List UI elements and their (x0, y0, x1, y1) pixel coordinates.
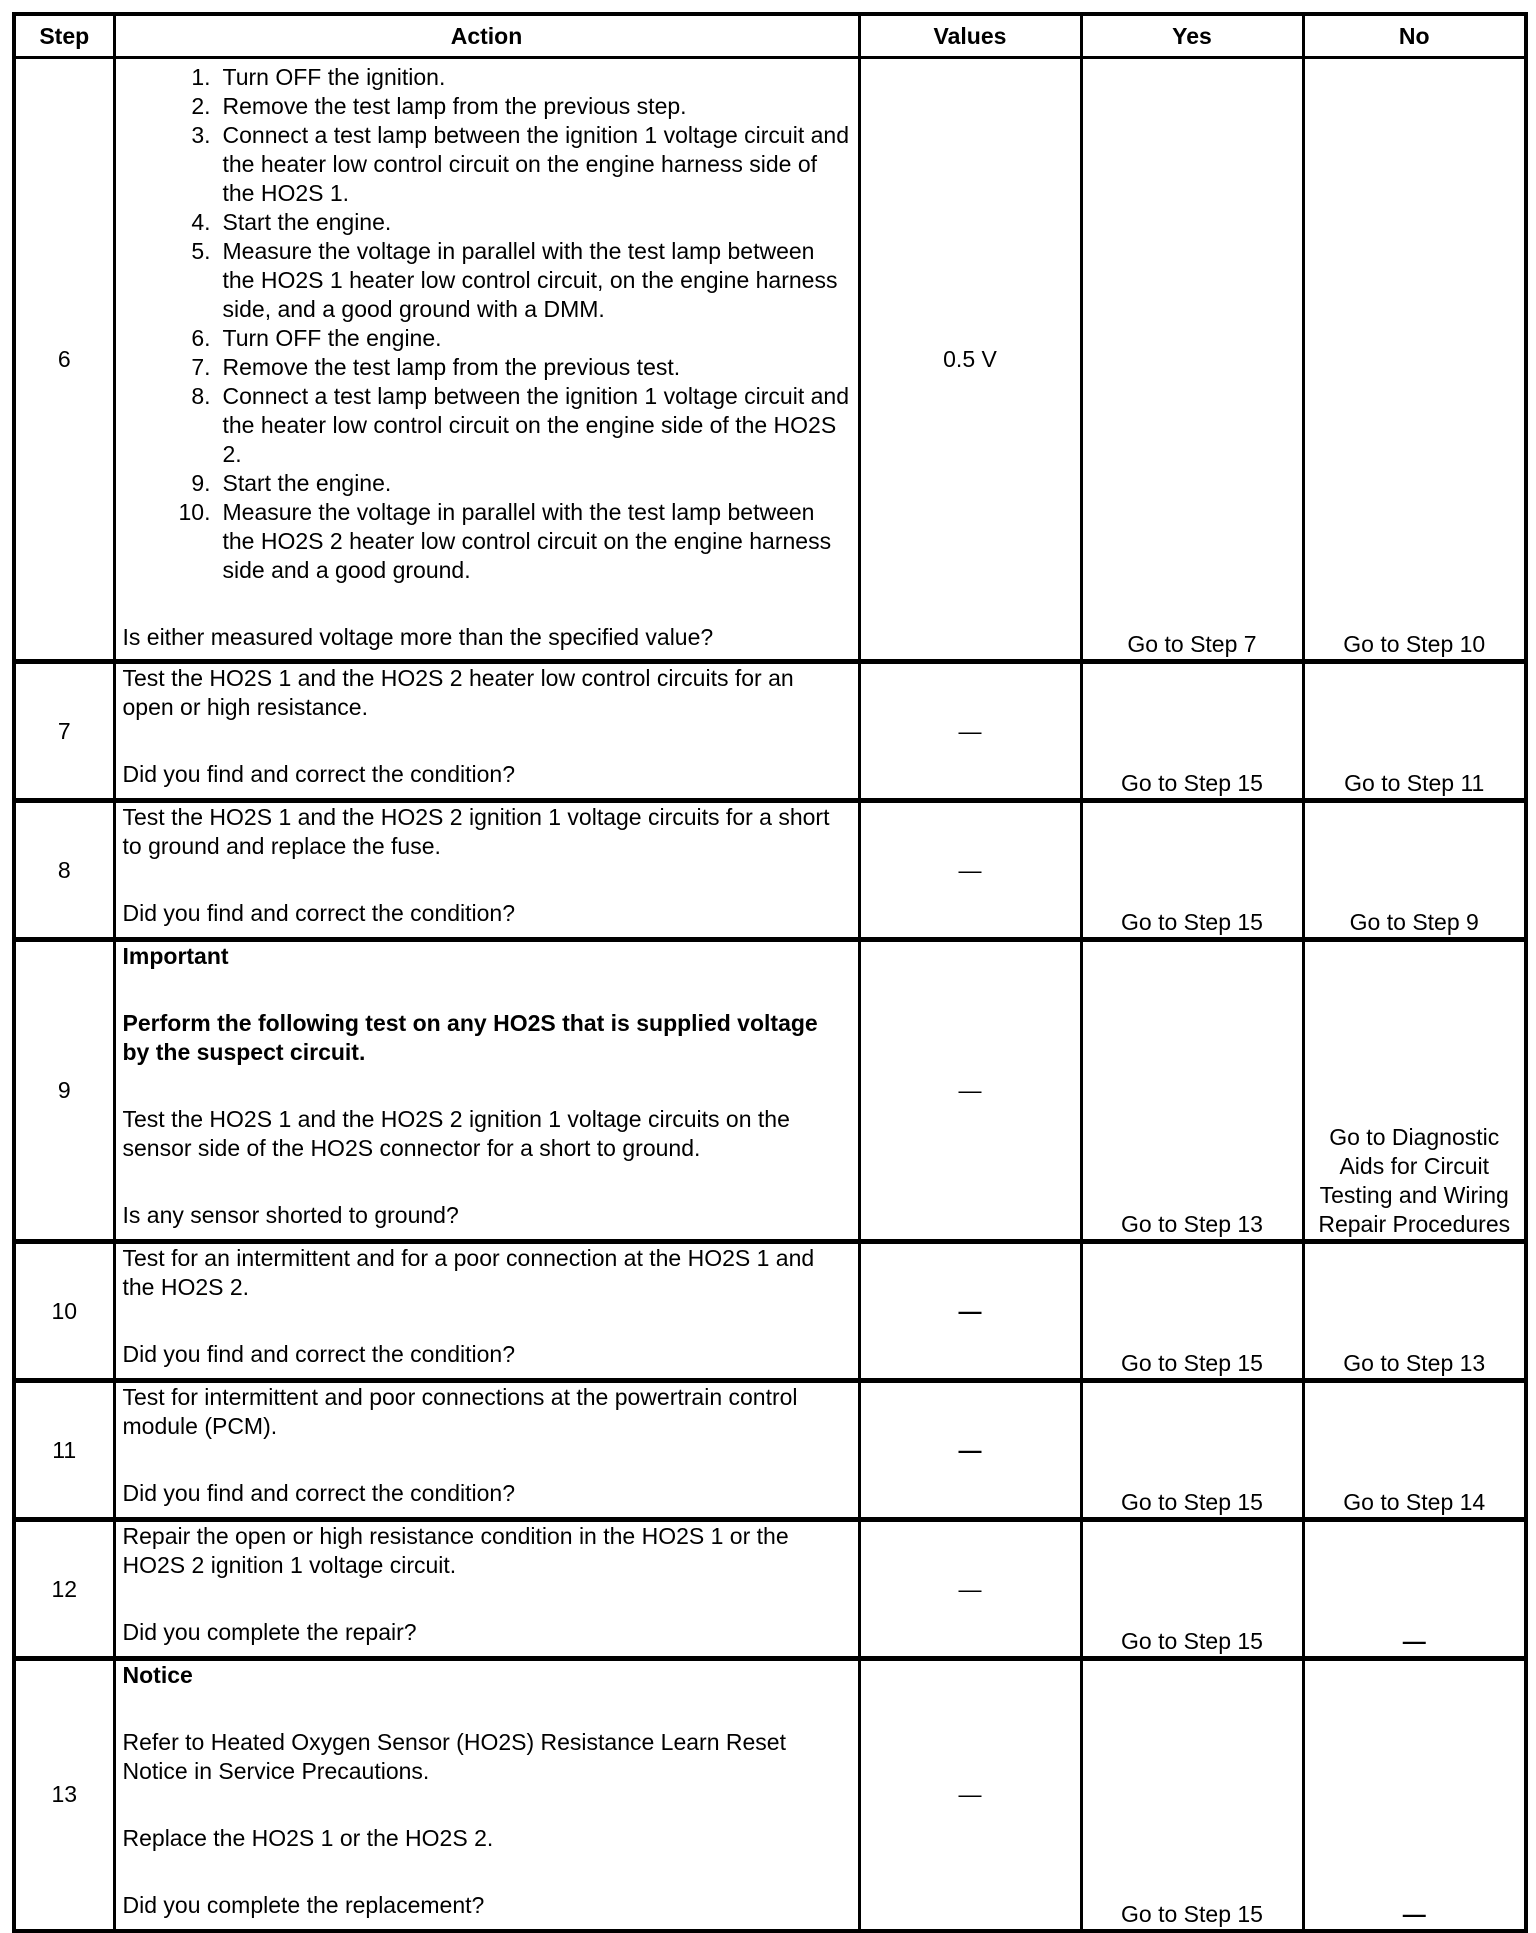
important-text: Perform the following test on any HO2S that is supplied voltage by the suspect circuit. (122, 1010, 818, 1065)
yes-cell: Go to Step 15 (1081, 801, 1303, 940)
step-number: 12 (14, 1520, 114, 1659)
action-text: Test the HO2S 1 and the HO2S 2 ignition 1 voltage circuits for a short to ground and replace the fuse. (122, 804, 830, 859)
no-cell: Go to Step 11 (1303, 662, 1526, 801)
table-row-step-11 (14, 1381, 1526, 1520)
list-item-number: 7. (191, 354, 211, 380)
diagnostic-table (12, 12, 1528, 1933)
list-item-number: 5. (191, 238, 211, 264)
list-item (123, 498, 851, 585)
table-row-step-6 (14, 58, 1526, 662)
header-yes: Yes (1081, 14, 1303, 58)
yes-cell: Go to Step 13 (1081, 940, 1303, 1242)
list-item-text: Turn OFF the engine. (222, 325, 442, 351)
action-cell (114, 1659, 859, 1931)
action-question: Is either measured voltage more than the specified value? (122, 624, 714, 650)
action-cell (114, 1520, 859, 1659)
list-item-number: 10. (178, 499, 211, 525)
action-text: Test the HO2S 1 and the HO2S 2 heater low control circuits for an open or high resistance. (122, 665, 794, 720)
step-number: 9 (14, 940, 114, 1242)
list-item-text: Start the engine. (222, 470, 392, 496)
list-item (123, 121, 851, 208)
header-values: Values (859, 14, 1081, 58)
action-cell (114, 1381, 859, 1520)
action-question: Did you find and correct the condition? (122, 761, 516, 787)
list-item-number: 8. (191, 383, 211, 409)
table-row-step-9 (14, 940, 1526, 1242)
important-label: Important (122, 943, 229, 969)
value-cell: — (859, 1520, 1081, 1659)
action-text: Test for intermittent and poor connections at the powertrain control module (PCM). (122, 1384, 798, 1439)
list-item-text: Connect a test lamp between the ignition 1 voltage circuit and the heater low control circuit on the engine harness side of the HO2S 1. (222, 122, 849, 206)
step-number: 13 (14, 1659, 114, 1931)
yes-cell: Go to Step 15 (1081, 1520, 1303, 1659)
step-number: 8 (14, 801, 114, 940)
action-text: Repair the open or high resistance condition in the HO2S 1 or the HO2S 2 ignition 1 voltage circuit. (122, 1523, 789, 1578)
action-steps-list (123, 63, 851, 585)
no-cell: Go to Step 10 (1303, 58, 1526, 662)
list-item (123, 382, 851, 469)
action-text: Test the HO2S 1 and the HO2S 2 ignition 1 voltage circuits on the sensor side of the HO2S connector for a short to ground. (122, 1106, 790, 1161)
action-question: Did you find and correct the condition? (122, 1341, 516, 1367)
step-number: 6 (14, 58, 114, 662)
list-item-number: 2. (191, 93, 211, 119)
list-item-number: 9. (191, 470, 211, 496)
table-row-step-7 (14, 662, 1526, 801)
value-cell: — (859, 1381, 1081, 1520)
header-row (14, 14, 1526, 58)
value-cell: — (859, 940, 1081, 1242)
list-item-text: Turn OFF the ignition. (222, 64, 446, 90)
action-cell (114, 801, 859, 940)
value-cell: — (859, 1242, 1081, 1381)
list-item (123, 353, 851, 382)
list-item (123, 237, 851, 324)
action-text: Test for an intermittent and for a poor connection at the HO2S 1 and the HO2S 2. (122, 1245, 815, 1300)
table-row-step-10 (14, 1242, 1526, 1381)
notice-label: Notice (122, 1662, 193, 1688)
list-item-number: 3. (191, 122, 211, 148)
value-cell: — (859, 801, 1081, 940)
yes-cell: Go to Step 15 (1081, 1659, 1303, 1931)
table-row-step-12 (14, 1520, 1526, 1659)
yes-cell: Go to Step 15 (1081, 1242, 1303, 1381)
yes-cell: Go to Step 15 (1081, 662, 1303, 801)
list-item-text: Connect a test lamp between the ignition 1 voltage circuit and the heater low control circuit on the engine side of the HO2S 2. (222, 383, 849, 467)
action-question: Did you find and correct the condition? (122, 1480, 516, 1506)
table-row-step-8 (14, 801, 1526, 940)
no-cell: Go to Diagnostic Aids for Circuit Testing and Wiring Repair Procedures (1303, 940, 1526, 1242)
list-item (123, 324, 851, 353)
list-item-number: 4. (191, 209, 211, 235)
list-item-number: 1. (191, 64, 211, 90)
no-cell: Go to Step 9 (1303, 801, 1526, 940)
header-no: No (1303, 14, 1526, 58)
yes-cell: Go to Step 15 (1081, 1381, 1303, 1520)
action-cell (114, 1242, 859, 1381)
step-number: 7 (14, 662, 114, 801)
list-item-text: Measure the voltage in parallel with the test lamp between the HO2S 1 heater low control circuit, on the engine harness side, and a good ground with a DMM. (222, 238, 838, 322)
action-question: Did you find and correct the condition? (122, 900, 516, 926)
table-row-step-13 (14, 1659, 1526, 1931)
step-number: 11 (14, 1381, 114, 1520)
notice-text: Refer to Heated Oxygen Sensor (HO2S) Resistance Learn Reset Notice in Service Precautions. (122, 1729, 786, 1784)
action-question: Did you complete the replacement? (122, 1892, 485, 1918)
list-item-number: 6. (191, 325, 211, 351)
value-cell: — (859, 662, 1081, 801)
list-item (123, 208, 851, 237)
action-cell (114, 58, 859, 662)
action-question: Is any sensor shorted to ground? (122, 1202, 459, 1228)
list-item (123, 92, 851, 121)
header-action: Action (114, 14, 859, 58)
yes-cell: Go to Step 7 (1081, 58, 1303, 662)
step-number: 10 (14, 1242, 114, 1381)
no-cell: — (1303, 1659, 1526, 1931)
no-cell: Go to Step 14 (1303, 1381, 1526, 1520)
no-cell: — (1303, 1520, 1526, 1659)
no-cell: Go to Step 13 (1303, 1242, 1526, 1381)
list-item-text: Remove the test lamp from the previous test. (222, 354, 681, 380)
value-cell: — (859, 1659, 1081, 1931)
action-cell (114, 662, 859, 801)
header-step: Step (14, 14, 114, 58)
list-item (123, 63, 851, 92)
action-text: Replace the HO2S 1 or the HO2S 2. (122, 1825, 494, 1851)
action-question: Did you complete the repair? (122, 1619, 417, 1645)
list-item (123, 469, 851, 498)
list-item-text: Measure the voltage in parallel with the test lamp between the HO2S 2 heater low control circuit on the engine harness side and a good ground. (222, 499, 832, 583)
value-cell: 0.5 V (859, 58, 1081, 662)
list-item-text: Remove the test lamp from the previous step. (222, 93, 687, 119)
action-cell (114, 940, 859, 1242)
list-item-text: Start the engine. (222, 209, 392, 235)
